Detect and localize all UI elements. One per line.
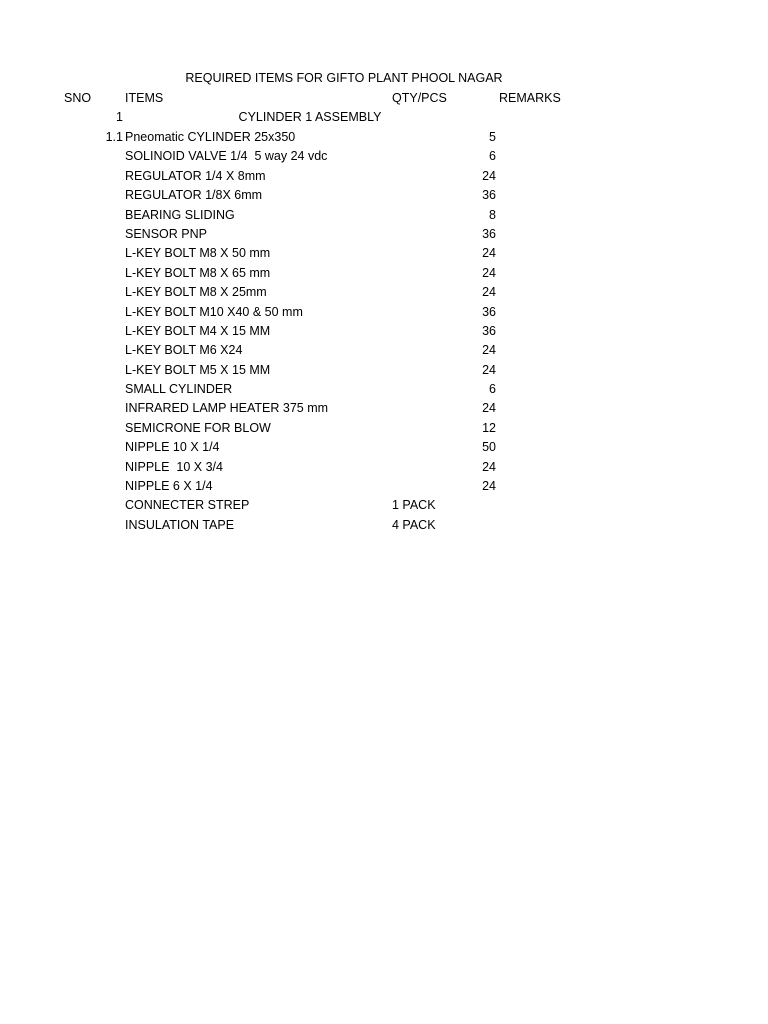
row-qty: 6 <box>489 149 496 164</box>
row-item-name: SOLINOID VALVE 1/4 5 way 24 vdc <box>125 149 328 164</box>
row-item-name: REGULATOR 1/8X 6mm <box>125 188 263 203</box>
row-qty-text: 1 PACK <box>392 498 436 513</box>
row-item-name: L-KEY BOLT M6 X24 <box>125 343 243 358</box>
row-qty: 8 <box>489 207 496 222</box>
row-item-name: SEMICRONE FOR BLOW <box>125 420 271 435</box>
row-item-name: INFRARED LAMP HEATER 375 mm <box>125 401 329 416</box>
table-row <box>0 400 768 419</box>
row-qty: 50 <box>482 440 496 455</box>
row-qty: 24 <box>482 479 496 494</box>
table-row <box>0 497 768 516</box>
section-row <box>0 110 768 130</box>
table-row <box>0 420 768 439</box>
table-row <box>0 517 768 536</box>
row-item-name: L-KEY BOLT M5 X 15 MM <box>125 362 271 377</box>
row-item-name: NIPPLE 6 X 1/4 <box>125 479 213 494</box>
row-qty: 24 <box>482 265 496 280</box>
row-qty: 24 <box>482 168 496 183</box>
row-qty: 24 <box>482 246 496 261</box>
table-row <box>0 323 768 342</box>
table-row <box>0 168 768 187</box>
row-qty: 6 <box>489 382 496 397</box>
row-sno: 1.1 <box>105 130 123 144</box>
table-row <box>0 265 768 284</box>
row-qty: 12 <box>482 420 496 435</box>
row-item-name: L-KEY BOLT M8 X 65 mm <box>125 265 271 280</box>
row-qty: 5 <box>489 130 496 144</box>
column-header-remarks: REMARKS <box>499 91 561 105</box>
row-qty: 24 <box>482 401 496 416</box>
column-header-items: ITEMS <box>125 91 164 105</box>
table-row <box>0 478 768 497</box>
row-item-name: NIPPLE 10 X 1/4 <box>125 440 220 455</box>
row-qty: 36 <box>482 323 496 338</box>
row-item-name: Pneomatic CYLINDER 25x350 <box>125 130 296 144</box>
row-qty: 36 <box>482 188 496 203</box>
row-qty: 24 <box>482 343 496 358</box>
section-sno: 1 <box>116 110 123 124</box>
row-item-name: REGULATOR 1/4 X 8mm <box>125 168 266 183</box>
row-item-name: L-KEY BOLT M4 X 15 MM <box>125 323 271 338</box>
section-title: CYLINDER 1 ASSEMBLY <box>238 110 382 124</box>
table-row <box>0 245 768 264</box>
row-qty: 36 <box>482 226 496 241</box>
row-item-name: INSULATION TAPE <box>125 517 235 532</box>
table-row <box>0 187 768 206</box>
table-row <box>0 226 768 245</box>
table-row <box>0 304 768 323</box>
row-item-name: SMALL CYLINDER <box>125 382 233 397</box>
row-item-name: NIPPLE 10 X 3/4 <box>125 459 223 474</box>
table-row <box>0 362 768 381</box>
table-row <box>0 439 768 458</box>
document-title: REQUIRED ITEMS FOR GIFTO PLANT PHOOL NAGAR <box>185 71 503 85</box>
row-item-name: L-KEY BOLT M10 X40 & 50 mm <box>125 304 303 319</box>
table-row <box>0 129 768 148</box>
table-row <box>0 148 768 167</box>
row-qty-text: 4 PACK <box>392 517 436 532</box>
row-qty: 36 <box>482 304 496 319</box>
row-qty: 24 <box>482 362 496 377</box>
column-header-qty: QTY/PCS <box>392 91 447 105</box>
table-row <box>0 207 768 226</box>
row-item-name: L-KEY BOLT M8 X 50 mm <box>125 246 271 261</box>
row-item-name: SENSOR PNP <box>125 226 207 241</box>
row-qty: 24 <box>482 285 496 300</box>
items-table-body <box>0 129 768 536</box>
row-qty: 24 <box>482 459 496 474</box>
table-row <box>0 459 768 478</box>
column-header-sno: SNO <box>64 91 92 105</box>
table-row <box>0 342 768 361</box>
row-item-name: L-KEY BOLT M8 X 25mm <box>125 285 267 300</box>
table-row <box>0 284 768 303</box>
table-row <box>0 381 768 400</box>
row-item-name: BEARING SLIDING <box>125 207 235 222</box>
row-item-name: CONNECTER STREP <box>125 498 250 513</box>
